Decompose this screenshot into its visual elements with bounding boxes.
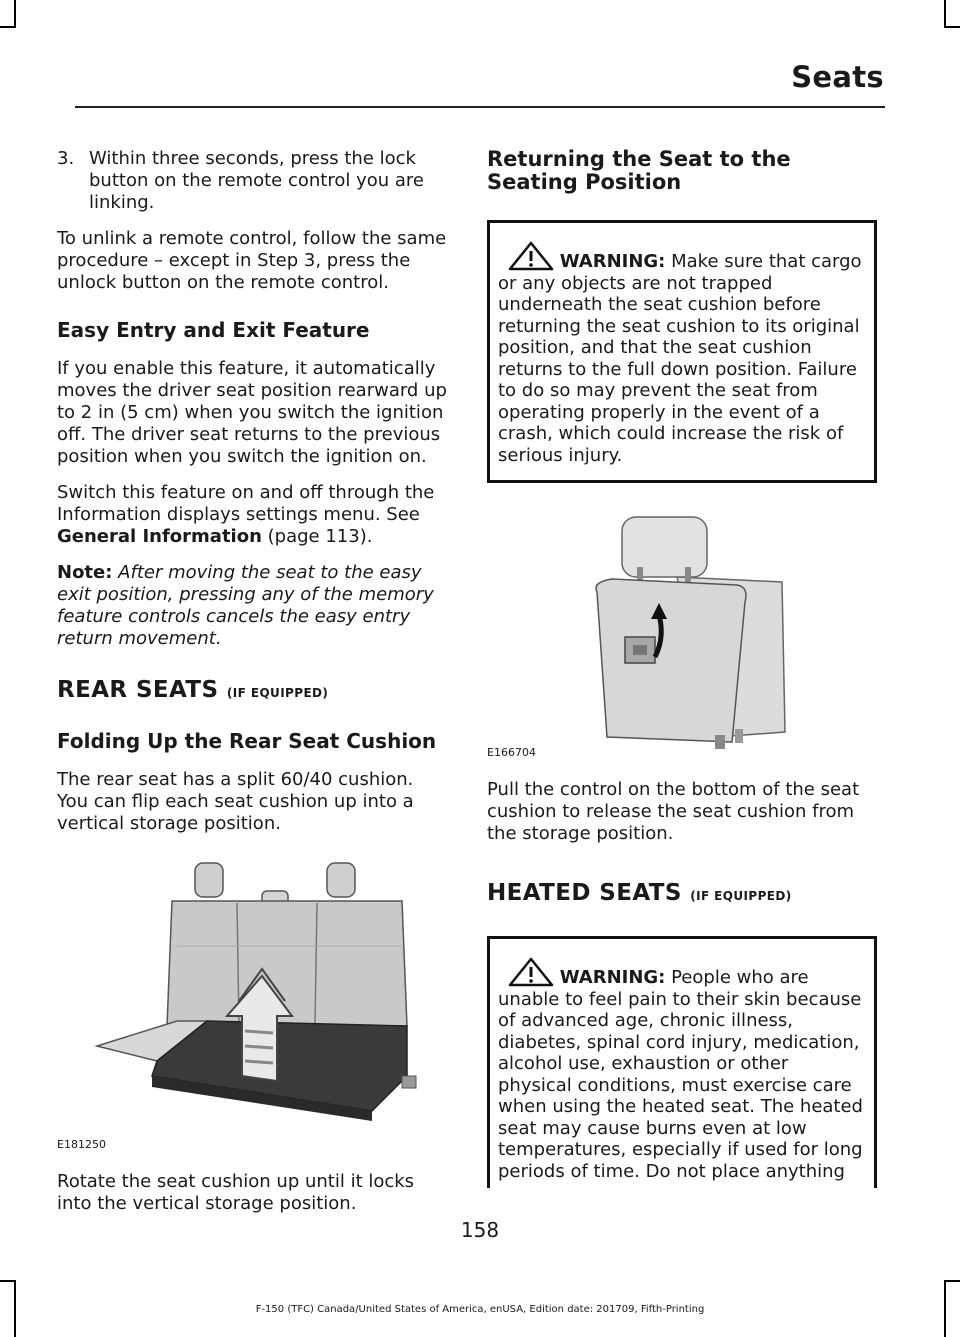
warning-box <box>487 936 877 1188</box>
note-paragraph <box>57 562 447 650</box>
returning-heading: Returning the Seat to the Seating Position <box>487 147 791 194</box>
figure-code: E181250 <box>57 1138 106 1151</box>
warning-text <box>498 957 866 1182</box>
note-text: After moving the seat to the easy exit position, pressing any of the memory feature controls cancels the easy entry return movement. <box>57 562 434 649</box>
crop-mark <box>0 1280 16 1282</box>
left-column <box>57 148 447 1229</box>
crop-mark <box>944 0 946 28</box>
easy-entry-paragraph: If you enable this feature, it automatically moves the driver seat position rearward up to 2 in (5 cm) when you switch the ignition off. The driver seat returns to the previous position when you switch the ignition on. <box>57 358 447 467</box>
step-text: Within three seconds, press the lock button on the remote control you are linking. <box>89 148 424 213</box>
warning-label: WARNING: <box>559 967 666 988</box>
figure-code: E166704 <box>487 746 536 759</box>
step-number: 3. <box>57 148 75 169</box>
warning-label: WARNING: <box>559 251 666 272</box>
if-equipped-label: (IF EQUIPPED) <box>690 889 792 903</box>
easy-entry-heading: Easy Entry and Exit Feature <box>57 318 370 342</box>
unlink-paragraph: To unlink a remote control, follow the same procedure – except in Step 3, press the unlock button on the remote control. <box>57 228 447 293</box>
pull-paragraph: Pull the control on the bottom of the seat cushion to release the seat cushion from the storage position. <box>487 779 860 844</box>
warning-body: People who are unable to feel pain to their skin because of advanced age, chronic illness, diabetes, spinal cord injury, medication, alcohol use, exhaustion or other physical conditions, must exercise care when using the heated seat. The heated seat may cause burns even at low temperatures, especially if used for long periods of time. Do not place anything <box>498 967 863 1182</box>
rear-seat-figure <box>57 851 447 1151</box>
warning-text <box>498 241 866 466</box>
note-label: Note: <box>57 562 113 583</box>
switch-paragraph <box>57 482 447 548</box>
page-title: Seats <box>791 60 884 94</box>
rear-seats-title: REAR SEATS <box>57 677 219 703</box>
warning-triangle-icon <box>508 241 554 271</box>
warning-body: Make sure that cargo or any objects are not trapped underneath the seat cushion before returning the seat cushion to its original position, and that the seat cushion returns to the full down position. Failure to do so may prevent the seat from operating properly in the event of a crash, which could increase the risk of serious injury. <box>498 251 862 466</box>
seat-cushion-figure <box>487 507 877 759</box>
switch-text: Switch this feature on and off through the Information displays settings menu. See <box>57 482 435 525</box>
heated-seats-title: HEATED SEATS <box>487 880 682 906</box>
page-number: 158 <box>460 1218 500 1242</box>
heated-seats-heading <box>487 879 877 910</box>
rotate-paragraph: Rotate the seat cushion up until it locks into the vertical storage position. <box>57 1171 415 1214</box>
edition-info: F-150 (TFC) Canada/United States of America, enUSA, Edition date: 201709, Fifth-Printing <box>255 1304 705 1315</box>
header-rule <box>75 106 885 108</box>
right-column <box>487 148 877 1188</box>
folding-heading: Folding Up the Rear Seat Cushion <box>57 729 437 753</box>
general-information-link[interactable]: General Information <box>57 526 262 547</box>
seat-cushion-illustration <box>487 507 877 759</box>
warning-box <box>487 220 877 483</box>
crop-mark <box>0 26 16 28</box>
crop-mark <box>944 26 960 28</box>
rear-seat-illustration <box>57 851 447 1151</box>
rear-seats-heading <box>57 676 447 707</box>
if-equipped-label: (IF EQUIPPED) <box>226 686 329 700</box>
page-reference: (page 113). <box>261 526 373 547</box>
crop-mark <box>944 1280 960 1282</box>
step-3 <box>57 148 447 214</box>
crop-mark <box>14 0 16 28</box>
folding-paragraph: The rear seat has a split 60/40 cushion. You can flip each seat cushion up into a vertical storage position. <box>57 769 414 834</box>
warning-triangle-icon <box>508 957 554 987</box>
